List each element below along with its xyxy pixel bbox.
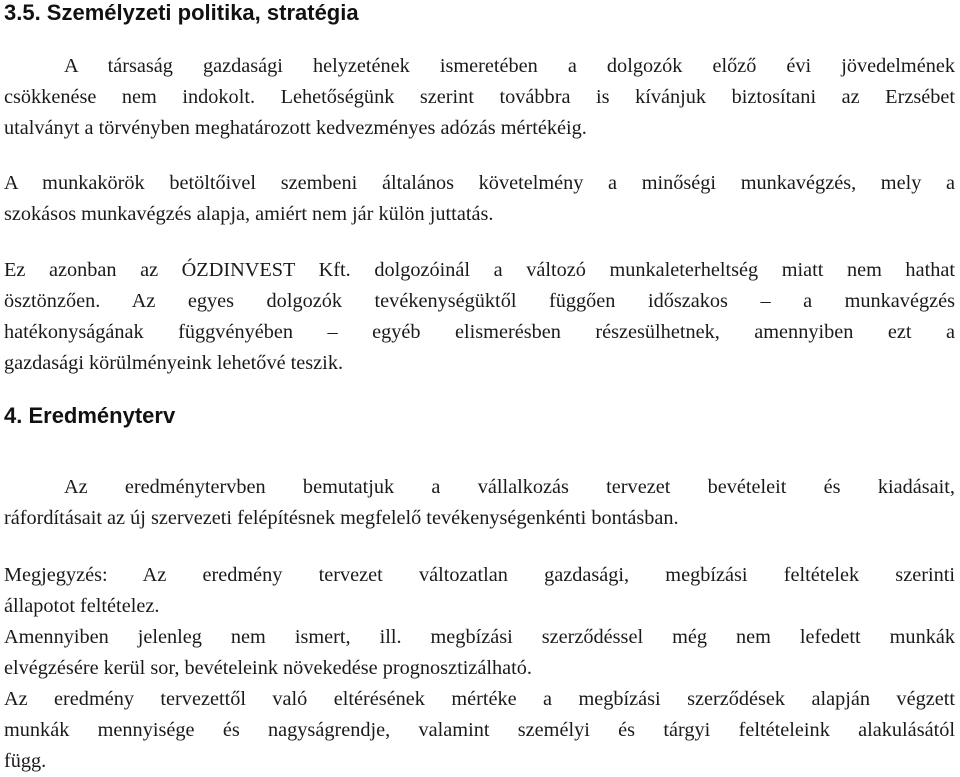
paragraph-plan-overview [4, 472, 955, 534]
paragraph-requirements [4, 168, 955, 230]
text-line: Az eredménytervben bemutatjuk a vállalkozás tervezet bevételeit és kiadásait, [64, 476, 955, 498]
text-line: Ez azonban az ÓZDINVEST Kft. dolgozóinál a változó munkaleterheltség miatt nem hathat [4, 259, 955, 281]
paragraph-incentives [4, 255, 955, 379]
text-line: ráfordításait az új szervezeti felépítésnek megfelelő tevékenységenkénti bontásban. [4, 507, 679, 529]
section-heading-4: 4. Eredményterv [4, 403, 176, 428]
text-line: Az eredmény tervezettől való eltérésének mértéke a megbízási szerződések alapján végzett [4, 688, 955, 710]
text-line: csökkenése nem indokolt. Lehetőségünk szerint továbbra is kívánjuk biztosítani az Erzsébet [4, 86, 955, 108]
text-line: elvégzésére kerül sor, bevételeink növekedése prognosztizálható. [4, 657, 532, 679]
text-line: gazdasági körülményeink lehetővé teszik. [4, 352, 344, 374]
text-line: munkák mennyisége és nagyságrendje, valamint személyi és tárgyi feltételeink alakulásától [4, 719, 955, 741]
paragraph-notes [4, 560, 955, 777]
paragraph-income [4, 51, 955, 144]
text-line: Megjegyzés: Az eredmény tervezet változatlan gazdasági, megbízási feltételek szerinti [4, 564, 955, 586]
text-line: szokásos munkavégzés alapja, amiért nem jár külön juttatás. [4, 203, 494, 225]
text-line: ösztönzően. Az egyes dolgozók tevékenységüktől függően időszakos – a munkavégzés [4, 290, 955, 312]
text-line: utalványt a törvényben meghatározott kedvezményes adózás mértékéig. [4, 117, 587, 139]
text-line: állapotot feltételez. [4, 595, 160, 617]
text-line: függ. [4, 750, 47, 772]
text-line: Amennyiben jelenleg nem ismert, ill. megbízási szerződéssel még nem lefedett munkák [4, 626, 955, 648]
text-line: hatékonyságának függvényében – egyéb elismerésben részesülhetnek, amennyiben ezt a [4, 321, 955, 343]
text-line: A társaság gazdasági helyzetének ismeretében a dolgozók előző évi jövedelmének [64, 55, 955, 77]
section-heading-3-5: 3.5. Személyzeti politika, stratégia [4, 0, 359, 25]
text-line: A munkakörök betöltőivel szembeni általános követelmény a minőségi munkavégzés, mely a [4, 172, 955, 194]
